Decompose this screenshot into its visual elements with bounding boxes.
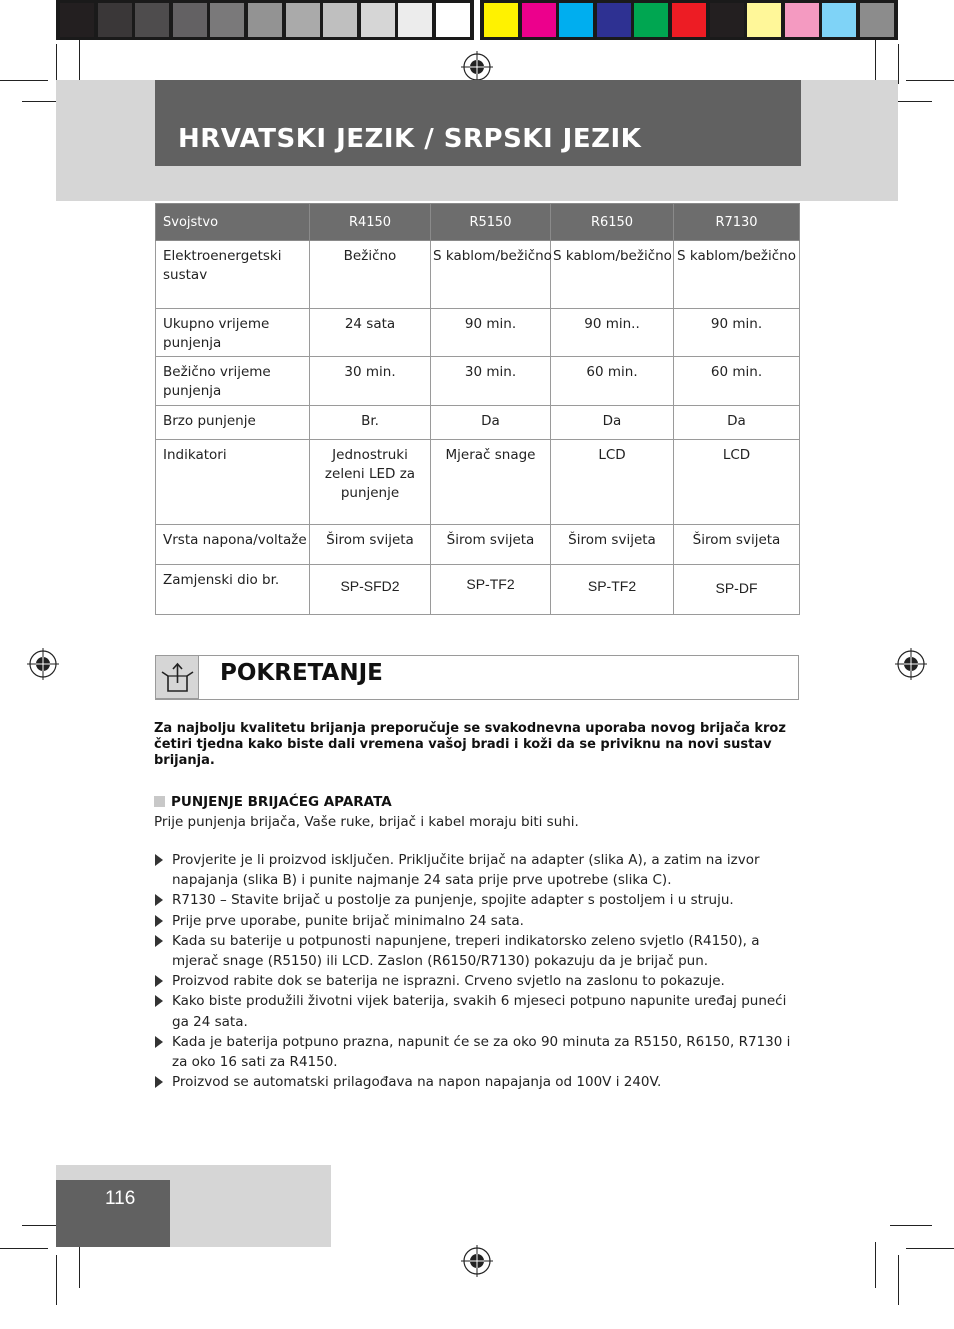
color-swatch	[672, 3, 706, 37]
table-cell: 30 min.	[310, 357, 431, 406]
triangle-bullet-icon	[155, 995, 163, 1007]
table-cell: SP-TF2	[431, 565, 551, 615]
triangle-bullet-icon	[155, 1036, 163, 1048]
table-row	[156, 241, 800, 309]
list-item-text: Proizvod rabite dok se baterija ne isprazni. Crveno svjetlo na zaslonu to pokazuje.	[172, 973, 725, 990]
section-title: POKRETANJE	[220, 660, 383, 686]
table-row	[156, 406, 800, 440]
list-item	[154, 911, 804, 931]
table-cell: S kablom/bežično	[551, 241, 674, 309]
row-label: Brzo punjenje	[156, 406, 310, 440]
registration-mark-icon	[461, 1245, 493, 1277]
table-row	[156, 565, 800, 615]
intro-paragraph: Za najbolju kvalitetu brijanja preporučuje se svakodnevna uporaba novog brijača kroz četiri tjedna kako biste dali vremena vašoj bradi i koži da se priviknu na novi sustav brijanja.	[154, 721, 786, 768]
table-cell: Širom svijeta	[431, 525, 551, 565]
table-cell: 60 min.	[551, 357, 674, 406]
subheading	[154, 794, 392, 810]
row-label: Ukupno vrijeme punjenja	[156, 309, 310, 357]
list-item-text: R7130 – Stavite brijač u postolje za punjenje, spojite adapter s postoljem i u struju.	[172, 892, 734, 909]
table-row	[156, 357, 800, 406]
list-item-text: Provjerite je li proizvod isključen. Priključite brijač na adapter (slika A), a zatim na izvor napajanja (slika B) i punite najmanje 24 sata prije prve upotrebe (slika C).	[172, 852, 760, 889]
table-cell: 30 min.	[431, 357, 551, 406]
row-label: Vrsta napona/voltaže	[156, 525, 310, 565]
triangle-bullet-icon	[155, 1076, 163, 1088]
row-label: Elektroenergetski sustav	[156, 241, 310, 309]
table-row	[156, 440, 800, 525]
table-cell: S kablom/bežično	[674, 241, 800, 309]
color-swatch	[860, 3, 894, 37]
list-item-text: Proizvod se automatski prilagođava na napon napajanja od 100V i 240V.	[172, 1074, 662, 1091]
table-cell: 90 min.	[674, 309, 800, 357]
color-swatch	[60, 3, 94, 37]
color-swatch	[135, 3, 169, 37]
table-cell: 90 min..	[551, 309, 674, 357]
table-cell: Širom svijeta	[551, 525, 674, 565]
list-item	[154, 931, 804, 971]
triangle-bullet-icon	[155, 894, 163, 906]
color-swatch	[822, 3, 856, 37]
table-cell: Širom svijeta	[310, 525, 431, 565]
column-header: R5150	[431, 204, 551, 241]
column-header: Svojstvo	[156, 204, 310, 241]
list-item	[154, 991, 804, 1031]
list-item-text: Kako biste produžili životni vijek baterija, svakih 6 mjeseci potpuno napunite uređaj puneći ga 24 sata.	[172, 993, 787, 1030]
table-cell: SP-SFD2	[310, 565, 431, 615]
row-label: Bežično vrijeme punjenja	[156, 357, 310, 406]
registration-mark-icon	[461, 51, 493, 83]
color-swatch	[597, 3, 631, 37]
table-cell: Da	[674, 406, 800, 440]
column-header: R6150	[551, 204, 674, 241]
table-cell: 60 min.	[674, 357, 800, 406]
registration-mark-icon	[27, 648, 59, 680]
color-swatch	[710, 3, 744, 37]
page-title: HRVATSKI JEZIK / SRPSKI JEZIK	[178, 124, 642, 154]
color-swatch	[785, 3, 819, 37]
table-cell: Da	[431, 406, 551, 440]
table-row	[156, 525, 800, 565]
color-swatch	[522, 3, 556, 37]
column-header: R7130	[674, 204, 800, 241]
color-swatch	[210, 3, 244, 37]
color-swatch	[323, 3, 357, 37]
subheading-note: Prije punjenja brijača, Vaše ruke, brijač i kabel moraju biti suhi.	[154, 814, 579, 830]
color-swatch	[173, 3, 207, 37]
subheading-text: PUNJENJE BRIJAĆEG APARATA	[171, 794, 392, 810]
table-cell: Bežično	[310, 241, 431, 309]
row-label: Zamjenski dio br.	[156, 565, 310, 615]
table-cell: 90 min.	[431, 309, 551, 357]
table-cell: SP-TF2	[551, 565, 674, 615]
list-item-text: Kada su baterije u potpunosti napunjene, treperi indikatorsko zeleno svjetlo (R4150), a mjerač snage (R5150) ili LCD. Zaslon (R6150/R7130) pokazuju da je brijač pun.	[172, 932, 760, 970]
row-label: Indikatori	[156, 440, 310, 525]
color-swatch	[484, 3, 518, 37]
table-cell: Jednostruki zeleni LED za punjenje	[310, 440, 431, 525]
square-bullet-icon	[154, 796, 165, 807]
list-item-text: Prije prve uporabe, punite brijač minimalno 24 sata.	[172, 912, 524, 929]
table-cell: LCD	[674, 440, 800, 525]
table-cell: S kablom/bežično	[431, 241, 551, 309]
table-cell: 24 sata	[310, 309, 431, 357]
color-swatch	[436, 3, 470, 37]
triangle-bullet-icon	[155, 854, 163, 866]
color-swatch	[747, 3, 781, 37]
triangle-bullet-icon	[155, 915, 163, 927]
list-item	[154, 850, 804, 890]
triangle-bullet-icon	[155, 935, 163, 947]
triangle-bullet-icon	[155, 975, 163, 987]
color-swatch	[634, 3, 668, 37]
page-number: 116	[105, 1188, 136, 1209]
table-cell: Mjerač snage	[431, 440, 551, 525]
table-row	[156, 309, 800, 357]
color-swatch	[98, 3, 132, 37]
list-item	[154, 1072, 804, 1092]
list-item-text: Kada je baterija potpuno prazna, napunit će se za oko 90 minuta za R5150, R6150, R7130 i za oko 16 sati za R4150.	[172, 1033, 791, 1071]
color-swatch	[398, 3, 432, 37]
color-swatch	[286, 3, 320, 37]
table-cell: SP-DF	[674, 565, 800, 615]
color-swatch	[248, 3, 282, 37]
table-cell: Da	[551, 406, 674, 440]
list-item	[154, 971, 804, 991]
unbox-icon	[155, 655, 199, 699]
list-item	[154, 890, 804, 910]
table-cell: Br.	[310, 406, 431, 440]
list-item	[154, 1032, 804, 1072]
table-header-row	[156, 204, 800, 241]
color-swatch	[361, 3, 395, 37]
registration-mark-icon	[895, 648, 927, 680]
spec-table	[155, 203, 800, 615]
table-cell: LCD	[551, 440, 674, 525]
color-swatch	[559, 3, 593, 37]
instruction-list	[154, 850, 804, 1092]
table-cell: Širom svijeta	[674, 525, 800, 565]
column-header: R4150	[310, 204, 431, 241]
